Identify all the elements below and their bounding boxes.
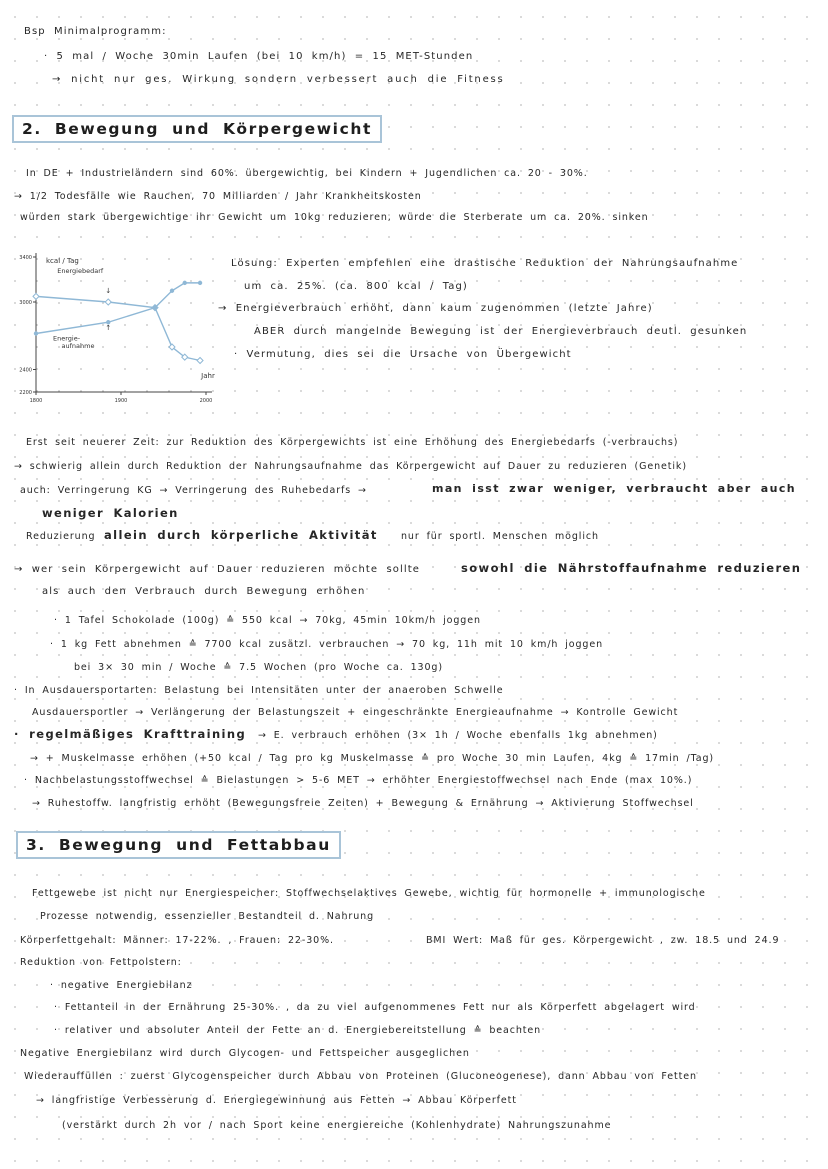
text-line: → 1/2 Todesfälle wie Rauchen, 70 Milliarden / Jahr Krankheitskosten: [14, 191, 422, 202]
text-line: · Fettanteil in der Ernährung 25-30%. , da zu viel aufgenommenes Fett nur als Körperfett abgelagert wird: [54, 1002, 696, 1013]
energy-chart-svg: [14, 247, 228, 407]
text-line: · Nachbelastungsstoffwechsel ≙ Bielastungen > 5-6 MET → erhöhter Energiestoffwechsel nach Ende (max 10%.): [24, 775, 693, 786]
chart-x-tick-label: 2000: [199, 398, 213, 404]
chart-x-tick-label: 1900: [114, 398, 128, 404]
text-line: → nicht nur ges. Wirkung sondern verbessert auch die Fitness: [52, 74, 505, 85]
text-line: um ca. 25%. (ca. 800 kcal / Tag): [244, 281, 468, 292]
text-line: · 5 mal / Woche 30min Laufen (bei 10 km/h) = 15 MET-Stunden: [44, 51, 474, 62]
text-line: → + Muskelmasse erhöhen (+50 kcal / Tag pro kg Muskelmasse ≙ pro Woche 30 min Laufen, 4kg ≙ 17min /Tag): [30, 753, 715, 764]
text-line-emphasis: weniger Kalorien: [42, 506, 179, 520]
text-line-emphasis: · regelmäßiges Krafttraining: [14, 727, 247, 741]
energy-chart: [14, 247, 228, 407]
chart-point: [183, 281, 187, 285]
text-line: → schwierig allein durch Reduktion der Nahrungsaufnahme das Körpergewicht auf Dauer zu reduzieren (Genetik): [14, 461, 687, 472]
chart-legend-energieaufnahme: aufnahme: [61, 342, 95, 351]
chart-arrow-annotation: ↑: [105, 324, 112, 333]
text-line: → langfristige Verbesserung d. Energiegewinnung aus Fetten → Abbau Körperfett: [36, 1095, 517, 1106]
text-line: ABER durch mangelnde Bewegung ist der Energieverbrauch deutl. gesunken: [254, 326, 748, 337]
chart-y-tick-label: 3400: [19, 255, 32, 261]
text-line: Wiederauffüllen : zuerst Glycogenspeicher durch Abbau von Proteinen (Gluconeogenese), dann Abbau von Fetten: [24, 1071, 697, 1082]
text-line-emphasis: man isst zwar weniger, verbraucht aber auch: [432, 482, 796, 495]
text-line: Ausdauersportler → Verlängerung der Belastungszeit + eingeschränkte Energieaufnahme → Kontrolle Gewicht: [32, 707, 679, 718]
text-line: (verstärkt durch 2h vor / nach Sport keine energiereiche (Kohlenhydrate) Nahrungszunahme: [62, 1120, 612, 1131]
chart-x-tick-label: 1800: [29, 398, 43, 404]
text-line: Reduzierung: [26, 531, 96, 542]
text-line-emphasis: sowohl die Nährstoffaufnahme reduzieren: [461, 561, 802, 575]
chart-series-line: [36, 296, 200, 360]
text-line: Fettgewebe ist nicht nur Energiespeicher: Stoffwechselaktives Gewebe, wichtig für hormonelle + immunologische: [32, 888, 706, 899]
chart-series-line: [36, 283, 200, 334]
text-line: Prozesse notwendig, essenzieller Bestandteil d. Nahrung: [40, 911, 375, 922]
chart-point: [198, 281, 202, 285]
text-line-emphasis: allein durch körperliche Aktivität: [104, 528, 378, 542]
text-line: · 1 kg Fett abnehmen ≙ 7700 kcal zusätzl. verbrauchen → 70 kg, 11h mit 10 km/h joggen: [50, 639, 604, 650]
chart-point: [197, 358, 203, 364]
text-line: → wer sein Körpergewicht auf Dauer reduzieren möchte sollte: [14, 564, 421, 575]
text-line: In DE + Industrieländern sind 60%. übergewichtig, bei Kindern + Jugendlichen ca. 20 - 30%.: [26, 168, 588, 179]
text-line: Körperfettgehalt: Männer: 17-22%. , Frauen: 22-30%.: [20, 935, 334, 946]
chart-y-tick-label: 3000: [19, 300, 32, 306]
chart-point: [34, 331, 38, 335]
chart-arrow-annotation: ↓: [105, 287, 112, 295]
text-line: Erst seit neuerer Zeit: zur Reduktion des Körpergewichts ist eine Erhöhung des Energiebedarfs (-verbrauchs): [26, 437, 679, 448]
text-line: auch: Verringerung KG → Verringerung des Ruhebedarfs →: [20, 485, 367, 496]
text-line: nur für sportl. Menschen möglich: [401, 531, 599, 542]
example-label: Bsp Minimalprogramm:: [24, 26, 167, 37]
text-line: Lösung: Experten empfehlen eine drastische Reduktion der Nahrungsaufnahme: [231, 258, 739, 269]
chart-y-axis-label: kcal / Tag: [46, 257, 79, 265]
text-line: · negative Energiebilanz: [50, 980, 193, 991]
chart-y-tick-label: 2200: [19, 390, 32, 396]
text-line: bei 3× 30 min / Woche ≙ 7.5 Wochen (pro Woche ca. 130g): [74, 662, 443, 673]
chart-legend-energieaufnahme: Energie-: [53, 334, 81, 343]
chart-y-tick-label: 2400: [19, 367, 32, 374]
text-line: · Vermutung, dies sei die Ursache von Übergewicht: [234, 349, 572, 360]
text-line: · 1 Tafel Schokolade (100g) ≙ 550 kcal → 70kg, 45min 10km/h joggen: [54, 615, 481, 626]
chart-legend-energiebedarf: Energiebedarf: [57, 266, 104, 275]
chart-x-axis-label: Jahr: [201, 372, 215, 380]
text-line: BMI Wert: Maß für ges. Körpergewicht , zw. 18.5 und 24.9: [426, 935, 780, 946]
chart-point: [33, 293, 39, 299]
text-line: · In Ausdauersportarten: Belastung bei Intensitäten unter der anaeroben Schwelle: [14, 685, 504, 696]
text-line: als auch den Verbrauch durch Bewegung erhöhen: [42, 586, 366, 597]
text-line: · relativer und absoluter Anteil der Fette an d. Energiebereitstellung ≙ beachten: [54, 1025, 542, 1036]
chart-point: [170, 289, 174, 293]
section-heading-2: 2. Bewegung und Körpergewicht: [12, 115, 382, 143]
text-line: → Energieverbrauch erhöht, dann kaum zugenommen (letzte Jahre): [218, 303, 653, 314]
text-line: Negative Energiebilanz wird durch Glycogen- und Fettspeicher ausgeglichen: [20, 1048, 470, 1059]
text-line: würden stark übergewichtige ihr Gewicht um 10kg reduzieren, würde die Sterberate um ca. 20%. sinken: [20, 212, 649, 223]
section-heading-3: 3. Bewegung und Fettabbau: [16, 831, 341, 859]
text-line: Reduktion von Fettpolstern:: [20, 957, 182, 968]
chart-point: [105, 299, 111, 305]
chart-point: [153, 305, 157, 309]
text-line: → E. verbrauch erhöhen (3× 1h / Woche ebenfalls 1kg abnehmen): [258, 730, 658, 741]
text-line: → Ruhestoffw. langfristig erhöht (Bewegungsfreie Zeiten) + Bewegung & Ernährung → Aktivierung Stoffwechsel: [32, 798, 694, 809]
